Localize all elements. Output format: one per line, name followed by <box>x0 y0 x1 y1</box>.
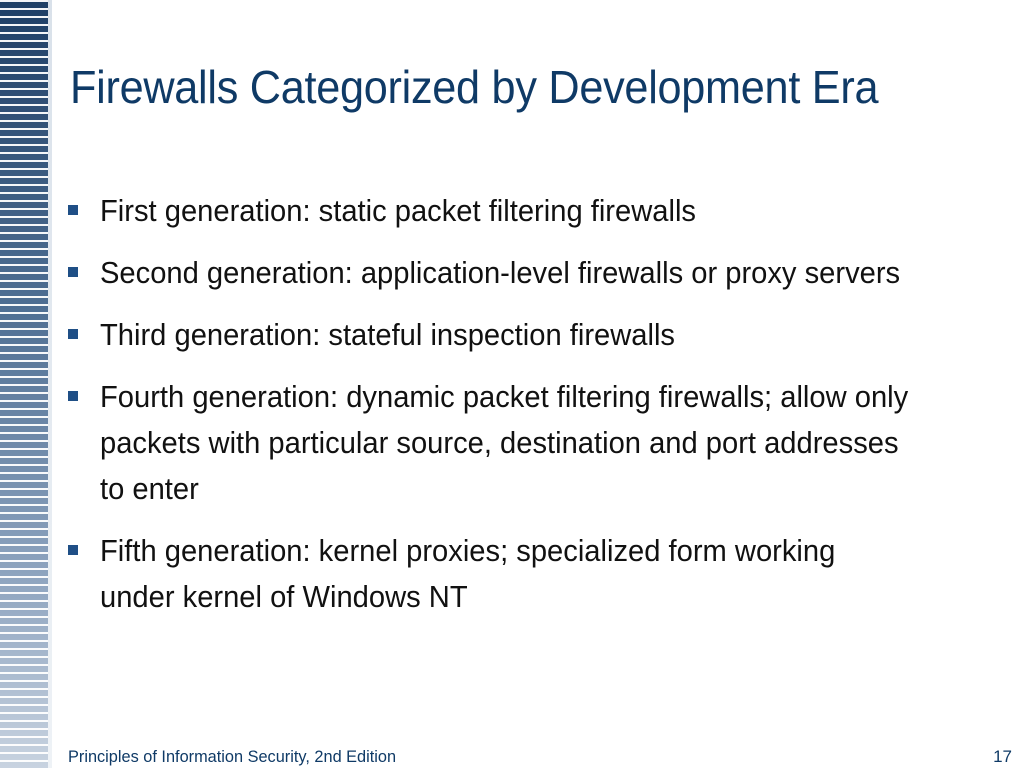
footer-book-title: Principles of Information Security, 2nd Edition <box>68 747 397 766</box>
bullet-text: Third generation: stateful inspection firewalls <box>100 317 676 352</box>
bullet-text: Fifth generation: kernel proxies; specialized form working under kernel of Windows NT <box>100 533 836 614</box>
bullet-item-third-generation <box>64 312 964 358</box>
bullet-item-fourth-generation <box>64 374 964 512</box>
slide-page-number: 17 <box>993 747 1012 766</box>
bullet-text: Second generation: application-level firewalls or proxy servers <box>100 255 901 290</box>
square-bullet-icon <box>68 267 78 277</box>
bullet-text: First generation: static packet filtering firewalls <box>100 193 697 228</box>
left-decorative-stripe <box>0 0 48 768</box>
bullet-list <box>64 188 964 636</box>
bullet-item-first-generation <box>64 188 964 234</box>
square-bullet-icon <box>68 545 78 555</box>
bullet-item-fifth-generation <box>64 528 964 620</box>
left-stripe-edge <box>48 0 52 768</box>
slide-title: Firewalls Categorized by Development Era <box>70 61 879 113</box>
bullet-text: Fourth generation: dynamic packet filtering firewalls; allow only packets with particular source, destination and port addresses to enter <box>100 379 909 506</box>
square-bullet-icon <box>68 329 78 339</box>
square-bullet-icon <box>68 205 78 215</box>
square-bullet-icon <box>68 391 78 401</box>
bullet-item-second-generation <box>64 250 964 296</box>
